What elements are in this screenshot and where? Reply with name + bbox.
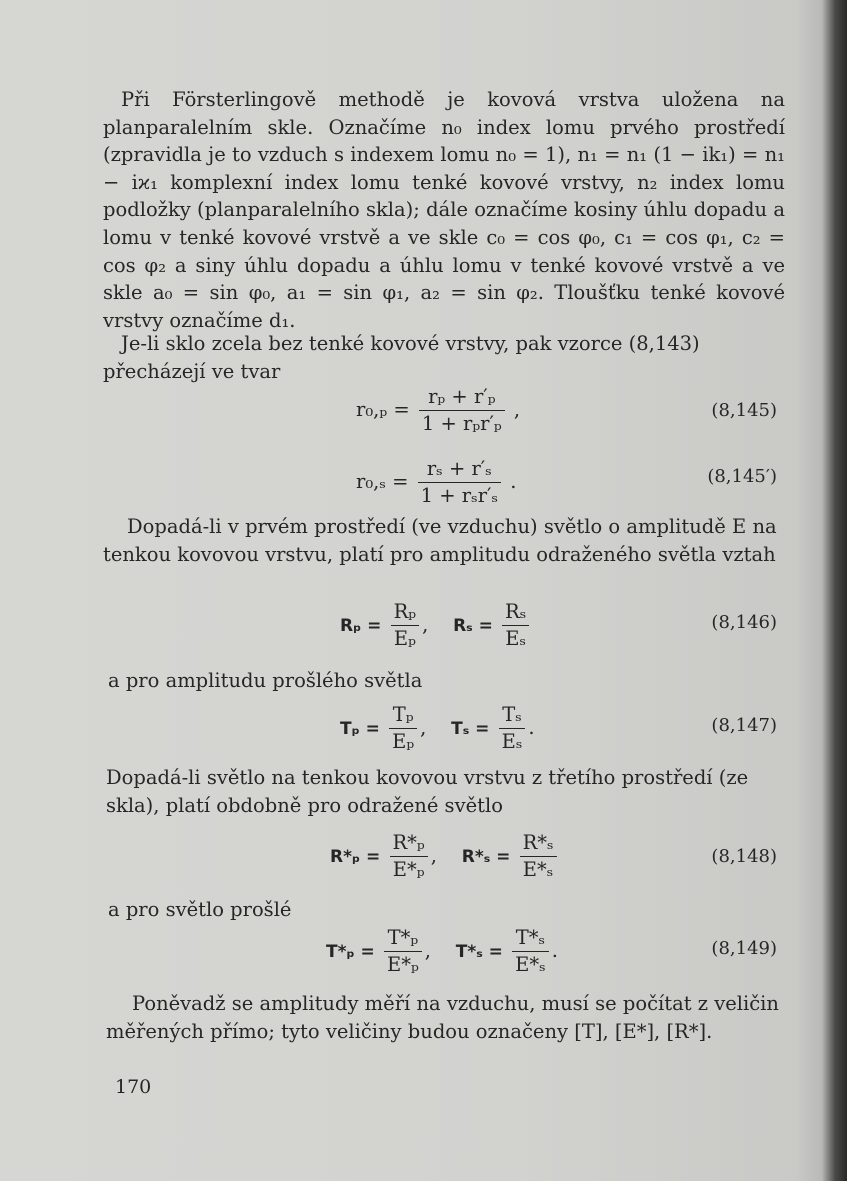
eq145b-lhs: r₀,ₛ = [356, 470, 409, 493]
eq146-lhs2: Rₛ = [453, 616, 493, 636]
eq148-lhs1: R*ₚ = [330, 847, 381, 867]
eq149-den2: E*ₛ [515, 953, 546, 976]
eq149-tail: . [551, 939, 558, 962]
eq149-lhs2: T*ₛ = [455, 942, 503, 962]
eq147-lhs1: Tₚ = [340, 719, 380, 739]
eq146-fraction1 [391, 601, 419, 650]
eq149-lhs1: T*ₚ = [326, 942, 375, 962]
eq147-lhs2: Tₛ = [451, 719, 490, 739]
equation-8-149: T*ₚ = $\frac{\text{T*ₚ}}{\text{E*ₚ}}$ , T*ₛ = $\frac{\text{T*ₛ}}{\text{E*ₛ}}$ . [326, 926, 558, 976]
equation-8-147: Tₚ = $\frac{\text{Tₚ}}{\text{Eₚ}}$ , Tₛ = $\frac{\text{Tₛ}}{\text{Eₛ}}$ . [340, 703, 535, 753]
eq147-den1: Eₚ [392, 730, 415, 753]
eq145-denominator: 1 + rₚr′ₚ [421, 412, 502, 435]
eq145b-tail: . [510, 470, 517, 493]
eq145-numerator: rₚ + r′ₚ [419, 386, 505, 411]
lead-transmitted: a pro amplitudu prošlého světla [108, 669, 423, 692]
equation-8-148: R*ₚ = $\frac{\text{R*ₚ}}{\text{E*ₚ}}$ , R*ₛ = $\frac{\text{R*ₛ}}{\text{E*ₛ}}$ [330, 832, 560, 881]
equation-number-8-145-prime: (8,145′) [707, 466, 777, 487]
eq145-tail: , [513, 398, 521, 421]
eq146-num1: Rₚ [391, 601, 419, 626]
eq145b-denominator: 1 + rₛr′ₛ [420, 484, 499, 507]
page-number: 170 [115, 1076, 152, 1098]
eq148-fraction1 [390, 832, 428, 881]
eq148-fraction2 [520, 832, 557, 881]
eq146-den2: Eₛ [505, 627, 527, 650]
equation-8-145 [356, 386, 520, 435]
eq149-num1: T*ₚ [384, 927, 422, 952]
paragraph-glass-side: Dopadá-li světlo na tenkou kovovou vrstvu z třetího prostředí (ze skla), platí obdobně pro odražené světlo [106, 766, 749, 817]
eq147-num2: Tₛ [499, 704, 526, 729]
eq149-num2: T*ₛ [512, 927, 549, 952]
equation-8-146: Rₚ = $\frac{\text{Rₚ}}{\text{Eₚ}}$ , Rₛ = $\frac{\text{Rₛ}}{\text{Eₛ}}$ [340, 601, 532, 650]
equation-number-8-148: (8,148) [711, 846, 777, 867]
eq148-den1: E*ₚ [392, 858, 425, 881]
eq148-num1: R*ₚ [390, 832, 428, 857]
eq146-fraction2 [502, 601, 529, 650]
eq145-fraction [419, 386, 505, 435]
lead-transmitted-2: a pro světlo prošlé [108, 898, 292, 921]
eq146-lhs1: Rₚ = [340, 616, 382, 636]
eq147-num1: Tₚ [389, 704, 417, 729]
eq147-fraction1 [389, 704, 417, 753]
eq148-num2: R*ₛ [520, 832, 557, 857]
eq147-tail: . [528, 716, 535, 739]
eq148-den2: E*ₛ [522, 858, 554, 881]
paragraph-final: Poněvadž se amplitudy měří na vzduchu, musí se počítat z veličin měřených přímo; tyto veličiny budou označeny [T], [E*], [R*]. [106, 992, 779, 1043]
eq147-den2: Eₛ [501, 730, 523, 753]
paragraph-intro: Při Försterlingově methodě je kovová vrstva uložena na planparalelním skle. Označíme n₀ index lomu prvého prostředí (zpravidla je to vzduch s indexem lomu n₀ = 1), n₁ = n₁ (1 − ik₁) = n₁ − iϰ₁ komplexní index lomu tenké kovové vrstvy, n₂ index lomu podložky (planparalelního skla); dále označíme kosiny úhlu dopadu a lomu v tenké kovové vrstvě a ve skle c₀ = cos φ₀, c₁ = cos φ₁, c₂ = cos φ₂ a siny úhlu dopadu a úhlu lomu v tenké kovové vrstvě a ve skle a₀ = sin φ₀, a₁ = sin φ₁, a₂ = sin φ₂. Tloušťku tenké kovové vrstvy označíme d₁. [103, 88, 785, 332]
eq145b-fraction [418, 458, 501, 507]
equation-number-8-146: (8,146) [711, 612, 777, 633]
equation-8-145-prime [356, 458, 516, 507]
eq146-den1: Eₚ [393, 627, 416, 650]
eq149-den1: E*ₚ [387, 953, 419, 976]
paragraph-glass: Je-li sklo zcela bez tenké kovové vrstvy, pak vzorce (8,143) přecházejí ve tvar [103, 332, 700, 383]
eq145b-numerator: rₛ + r′ₛ [418, 458, 501, 483]
eq148-lhs2: R*ₛ = [461, 847, 511, 867]
eq149-fraction2 [512, 927, 549, 976]
equation-number-8-149: (8,149) [711, 938, 777, 959]
eq146-num2: Rₛ [502, 601, 529, 626]
eq147-fraction2 [499, 704, 526, 753]
equation-number-8-147: (8,147) [711, 715, 777, 736]
paragraph-air: Dopadá-li v prvém prostředí (ve vzduchu) světlo o amplitudě E na tenkou kovovou vrstvu, platí pro amplitudu odraženého světla vztah [103, 515, 777, 566]
eq149-fraction1 [384, 927, 422, 976]
eq145-lhs: r₀,ₚ = [356, 398, 410, 421]
equation-number-8-145: (8,145) [711, 400, 777, 421]
